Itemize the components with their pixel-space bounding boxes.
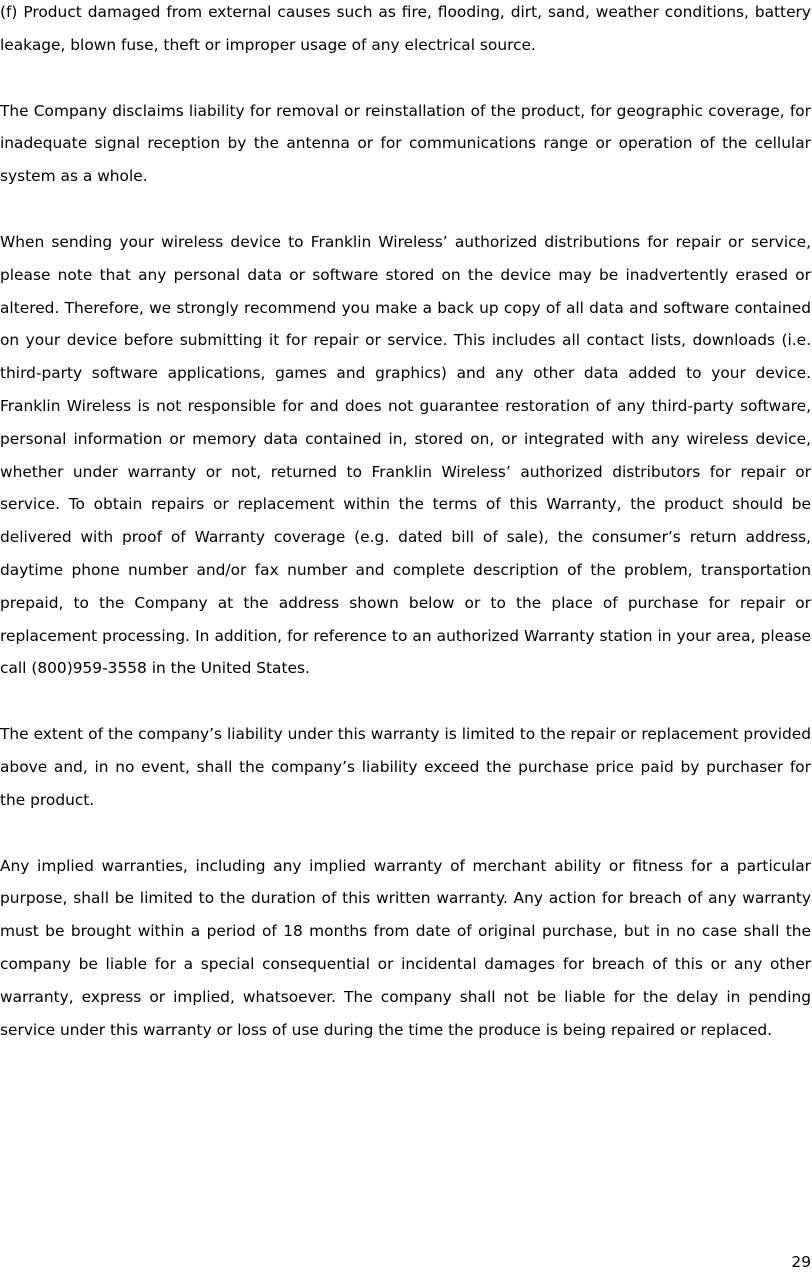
paragraph-liability-extent: The extent of the company’s liability under this warranty is limited to the repair or replacement provided above and, in no event, shall the company’s liability exceed the purchase price paid by purchaser for the product. [0,725,811,809]
paragraph-repair-service: When sending your wireless device to Franklin Wireless’ authorized distributions for repair or service, please note that any personal data or software stored on the device may be inadvertently erased or altered. Therefore, we strongly recommend you make a back up copy of all data and software contained on your device before submitting it for repair or service. This includes all contact lists, downloads (i.e. third-party software applications, games and graphics) and any other data added to your device. Franklin Wireless is not responsible for and does not guarantee restoration of any third-party software, personal information or memory data contained in, stored on, or integrated with any wireless device, whether under warranty or not, returned to Franklin Wireless’ authorized distributors for repair or service. To obtain repairs or replacement within the terms of this Warranty, the product should be delivered with proof of Warranty coverage (e.g. dated bill of sale), the consumer’s return address, daytime phone number and/or fax number and complete description of the problem, transportation prepaid, to the Company at the address shown below or to the place of purchase for repair or replacement processing. In addition, for reference to an authorized Warranty station in your area, please call (800)959-3558 in the United States. [0,232,811,678]
paragraph-implied-warranties: Any implied warranties, including any implied warranty of merchant ability or fitness for a particular purpose, shall be limited to the duration of this written warranty. Any action for breach of any warranty must be brought within a period of 18 months from date of original purchase, but in no case shall the company be liable for a special consequential or incidental damages for breach of this or any other warranty, express or implied, whatsoever. The company shall not be liable for the delay in pending service under this warranty or loss of use during the time the produce is being repaired or replaced. [0,856,811,1039]
paragraph-damage-exclusions: (f) Product damaged from external causes such as fire, flooding, dirt, sand, weather conditions, battery leakage, blown fuse, theft or improper usage of any electrical source. [0,3,811,54]
paragraph-liability-disclaimer: The Company disclaims liability for removal or reinstallation of the product, for geographic coverage, for inadequate signal reception by the antenna or for communications range or operation of the cellular system as a whole. [0,101,811,186]
page-number: 29 [791,1253,811,1271]
